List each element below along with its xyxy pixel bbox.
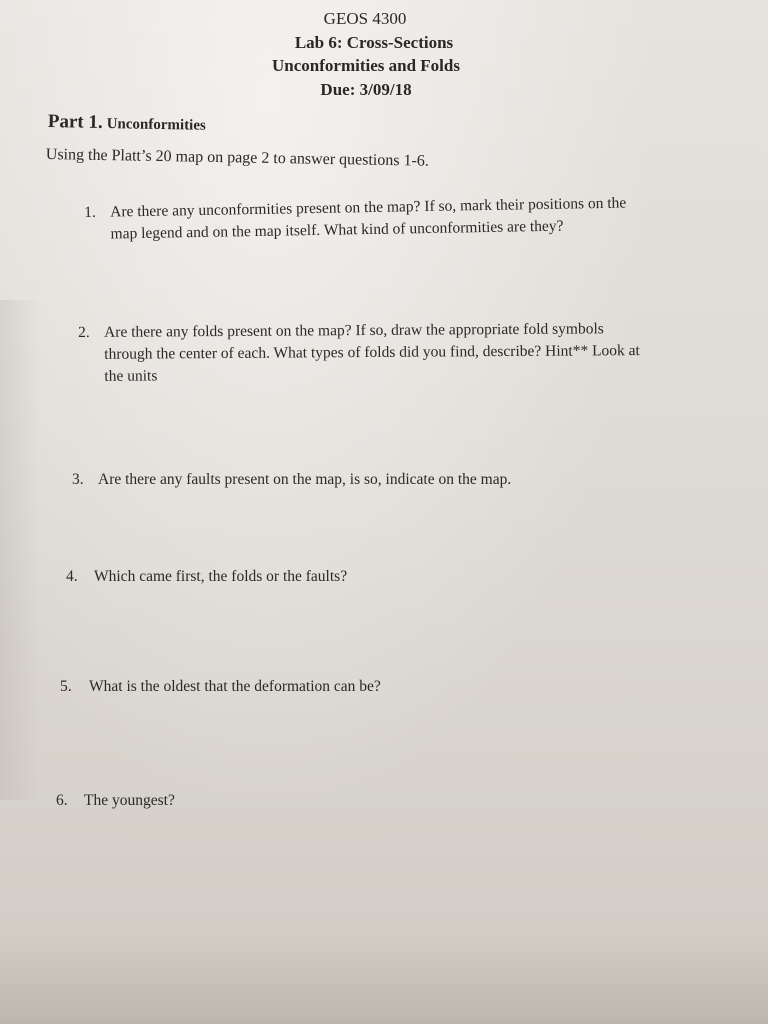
question-number: 1. <box>84 203 96 221</box>
question-line: Are there any folds present on the map? If so, draw the appropriate fold symbols <box>104 320 604 341</box>
question-text <box>89 676 381 698</box>
question-line: The youngest? <box>84 792 175 809</box>
question-line: Which came first, the folds or the faults? <box>94 568 348 585</box>
paper-shadow <box>0 300 40 800</box>
part-instructions: Using the Platt’s 20 map on page 2 to answer questions 1-6. <box>45 146 430 170</box>
question-number: 2. <box>78 323 90 341</box>
paper-bottom-shadow <box>0 934 768 1024</box>
question-text <box>94 566 347 588</box>
question-text <box>104 317 744 387</box>
part-name: Unconformities <box>106 116 206 134</box>
question-line: Are there any unconformities present on the map? If so, mark their positions on the <box>110 194 627 221</box>
due-date: Due: 3/09/18 <box>320 80 412 99</box>
part-number: Part 1. <box>47 111 103 133</box>
lab-title: Lab 6: Cross-Sections <box>294 33 454 52</box>
course-code: GEOS 4300 <box>323 9 407 28</box>
question-line: map legend and on the map itself. What kind of unconformities are they? <box>110 217 564 243</box>
question-number: 5. <box>60 678 72 695</box>
question-number: 6. <box>56 792 68 809</box>
question-text <box>110 191 721 246</box>
question-number: 4. <box>66 568 78 585</box>
question-number: 3. <box>72 471 84 488</box>
part-heading <box>48 111 206 136</box>
question-line: the units <box>104 367 158 385</box>
question-line: Are there any faults present on the map, is so, indicate on the map. <box>98 471 512 488</box>
lab-topic: Unconformities and Folds <box>272 56 460 75</box>
question-line: through the center of each. What types of folds did you find, describe? Hint** Look at <box>104 342 640 363</box>
question-text <box>84 790 175 812</box>
question-line: What is the oldest that the deformation can be? <box>89 678 381 695</box>
question-text <box>98 469 511 491</box>
